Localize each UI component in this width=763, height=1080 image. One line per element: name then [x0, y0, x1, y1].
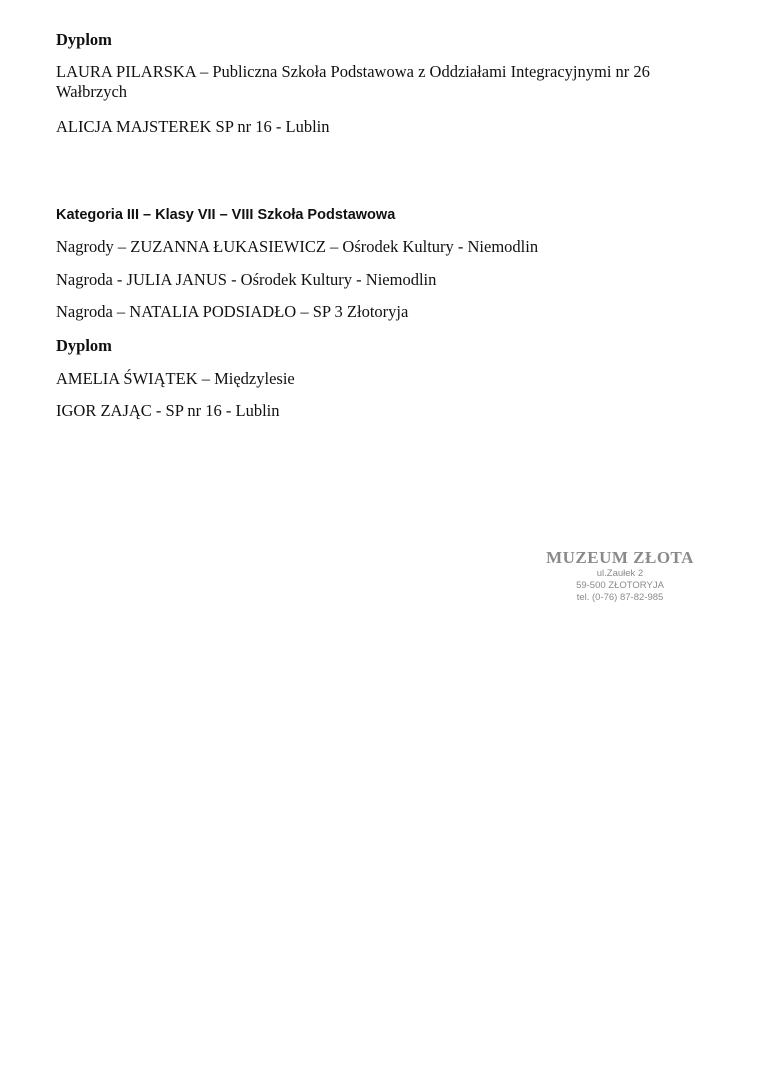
entry-line: LAURA PILARSKA – Publiczna Szkoła Podstawowa z Oddziałami Integracyjnymi nr 26 [56, 62, 650, 81]
award-line: Nagroda – NATALIA PODSIADŁO – SP 3 Złotoryja [56, 302, 409, 321]
diploma-line: AMELIA ŚWIĄTEK – Międzylesie [56, 369, 295, 388]
stamp-city: 59-500 ZŁOTORYJA [576, 580, 664, 591]
diploma-line: IGOR ZAJĄC - SP nr 16 - Lublin [56, 401, 280, 420]
diploma-heading: Dyplom [56, 336, 112, 355]
award-line: Nagroda - JULIA JANUS - Ośrodek Kultury - Niemodlin [56, 270, 437, 289]
entry-line: Wałbrzych [56, 82, 128, 101]
stamp-title: MUZEUM ZŁOTA [546, 548, 694, 567]
category-title: Kategoria III – Klasy VII – VIII Szkoła Podstawowa [56, 207, 396, 223]
award-line: Nagrody – ZUZANNA ŁUKASIEWICZ – Ośrodek Kultury - Niemodlin [56, 237, 539, 256]
institution-stamp [530, 548, 710, 604]
entry-line: ALICJA MAJSTEREK SP nr 16 - Lublin [56, 117, 330, 136]
stamp-street: ul.Zaułek 2 [596, 568, 644, 579]
section1-heading: Dyplom [56, 30, 112, 49]
stamp-phone: tel. (0-76) 87-82-985 [576, 592, 664, 603]
